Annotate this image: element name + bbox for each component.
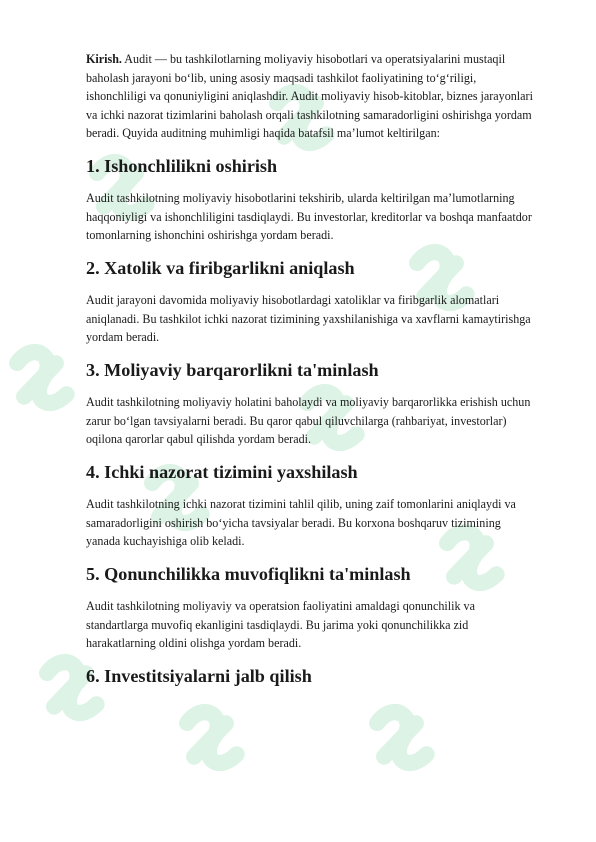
section-heading-1: 1. Ishonchlilikni oshirish (86, 155, 278, 176)
section-heading-2: 2. Xatolik va firibgarlikni aniqlash (86, 257, 355, 278)
document-body (86, 50, 534, 685)
section-heading-4: 4. Ichki nazorat tizimini yaxshilash (86, 461, 358, 482)
section-heading-5: 5. Qonunchilikka muvofiqlikni ta'minlash (86, 563, 411, 584)
section-text-1: Audit tashkilotning moliyaviy hisobotlarini tekshirib, ularda keltirilgan ma’lumotlarning haqqoniyligi va ishonchliligini tasdiqlaydi. Bu investorlar, kreditorlar va boshqa manfaatdor tomonlarning ishonchini oshirishga yordam beradi. (86, 191, 532, 242)
intro-text: Audit — bu tashkilotlarning moliyaviy hisobotlari va operatsiyalarini mustaqil baholash jarayoni bo‘lib, uning asosiy maqsadi tashkilot faoliyatining to‘g‘riligi, ishonchliligi va qonuniyligini aniqlashdir. Audit moliyaviy hisob-kitoblar, biznes jarayonlari va ichki nazorat tizimlarini baholash orqali tashkilotning samaradorligini oshirishga yordam beradi. Quyida auditning muhimligi haqida batafsil ma’lumot keltirilgan: (86, 52, 533, 140)
section-text-5: Audit tashkilotning moliyaviy va operatsion faoliyatini amaldagi qonunchilik va standartlarga muvofiq ekanligini tasdiqlaydi. Bu jarima yoki qonunchilikka zid harakatlarning oldini olishga yordam beradi. (86, 599, 475, 650)
section-heading-3: 3. Moliyaviy barqarorlikni ta'minlash (86, 359, 379, 380)
intro-paragraph (86, 50, 534, 143)
section-text-4: Audit tashkilotning ichki nazorat tizimini tahlil qilib, uning zaif tomonlarini aniqlaydi va samaradorligini oshirish bo‘yicha tavsiyalar beradi. Bu korxona boshqaruv tizimining yanada kuchayishiga olib keladi. (86, 497, 516, 548)
intro-lead: Kirish. (86, 52, 122, 66)
section-heading-6: 6. Investitsiyalarni jalb qilish (86, 665, 312, 686)
section-text-3: Audit tashkilotning moliyaviy holatini baholaydi va moliyaviy barqarorlikka erishish uchun zarur bo‘lgan tavsiyalarni beradi. Bu qaror qabul qiluvchilarga (rahbariyat, investorlar) oqilona qarorlar qabul qilishda yordam beradi. (86, 395, 531, 446)
section-text-2: Audit jarayoni davomida moliyaviy hisobotlardagi xatoliklar va firibgarlik alomatlari aniqlanadi. Bu tashkilot ichki nazorat tizimining yaxshilanishiga va xavflarni kamaytirishga yordam beradi. (86, 293, 531, 344)
